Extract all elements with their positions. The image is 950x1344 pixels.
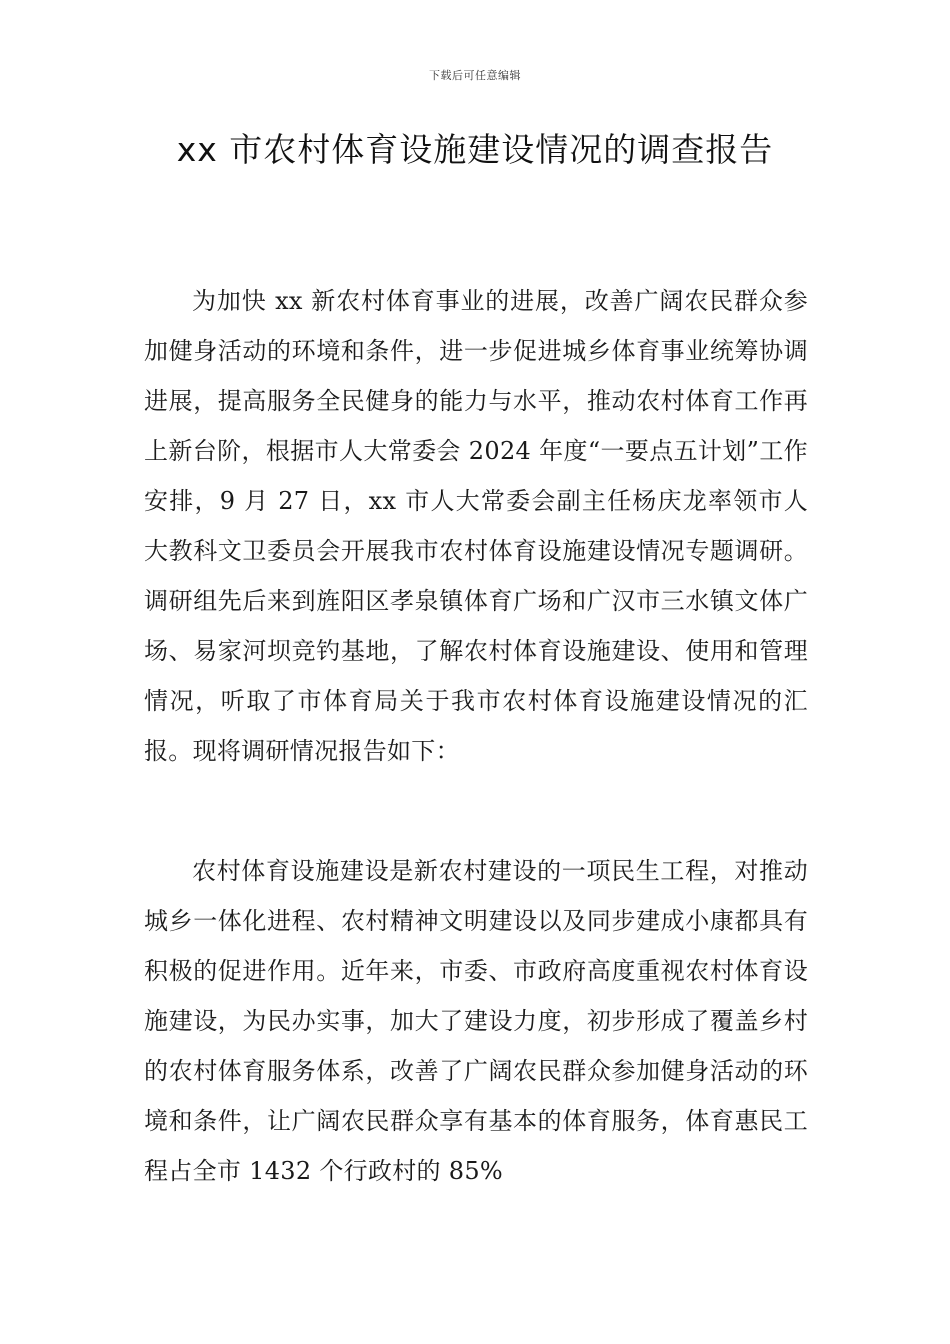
header-note: 下载后可任意编辑 [429, 69, 521, 82]
paragraph-intro: 为加快 xx 新农村体育事业的进展，改善广阔农民群众参加健身活动的环境和条件，进一步促进城乡体育事业统筹协调进展，提高服务全民健身的能力与水平，推动农村体育工作再上新台阶，根据市人大常委会 2024 年度“一要点五计划”工作安排，9 月 27 日，xx 市人大常委会副主任杨庆龙率领市人大教科文卫委员会开展我市农村体育设施建设情况专题调研。调研组先后来到旌阳区孝泉镇体育广场和广汉市三水镇文体广场、易家河坝竞钓基地，了解农村体育设施建设、使用和管理情况，听取了市体育局关于我市农村体育设施建设情况的汇报。现将调研情况报告如下： [144, 287, 808, 765]
paragraph-overview: 农村体育设施建设是新农村建设的一项民生工程，对推动城乡一体化进程、农村精神文明建设以及同步建成小康都具有积极的促进作用。近年来，市委、市政府高度重视农村体育设施建设，为民办实事，加大了建设力度，初步形成了覆盖乡村的农村体育服务体系，改善了广阔农民群众参加健身活动的环境和条件，让广阔农民群众享有基本的体育服务，体育惠民工程占全市 1432 个行政村的 85% [144, 857, 808, 1185]
document-title: xx 市农村体育设施建设情况的调查报告 [176, 130, 774, 169]
